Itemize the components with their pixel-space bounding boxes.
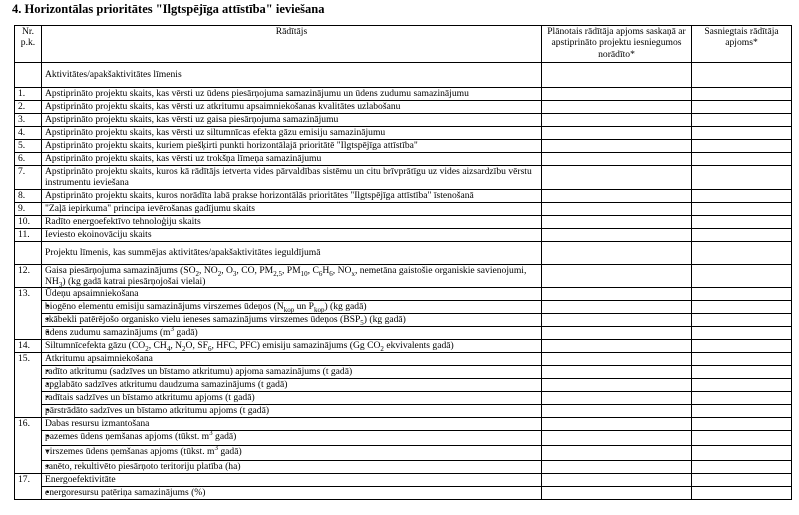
row-text: Apstiprināto projektu skaits, kuriem piešķirti punkti horizontālajā prioritātē "Ilgtspējīga attīstība" xyxy=(42,140,542,153)
row-nr: 8. xyxy=(15,189,42,202)
row-14-text: Siltumnīcefekta gāzu ($CO_2$, $CH_4$, $N_2O$, $SF_6$, HFC, PFC) emisiju samazinājums (Gg $CO_2$ ekvivalents gadā) xyxy=(42,340,542,353)
table-row xyxy=(15,215,792,228)
row-text: Radīto energoefektīvo tehnoloģiju skaits xyxy=(42,215,542,228)
activity-rows xyxy=(15,88,792,242)
row-text: Apstiprināto projektu skaits, kas vērsti uz trokšņa līmeņa samazinājumu xyxy=(42,153,542,166)
row-planned-value xyxy=(542,228,692,241)
row-text: Apstiprināto projektu skaits, kas vērsti uz siltumnīcas efekta gāzu emisiju samazinājumu xyxy=(42,127,542,140)
header-planotais: Plānotais rādītāja apjoms saskaņā ar apstiprināto projektu iesniegumos norādīto* xyxy=(542,26,692,63)
row-achieved-value xyxy=(692,189,792,202)
table-row: 15. Atkritumu apsaimniekošana xyxy=(15,353,792,366)
row-text: Apstiprināto projektu skaits, kas vērsti uz atkritumu apsaimniekošanas kvalitātes uzlabošanu xyxy=(42,101,542,114)
table-row xyxy=(15,140,792,153)
row-nr: 6. xyxy=(15,153,42,166)
row-planned-value xyxy=(542,140,692,153)
table-row xyxy=(15,461,792,474)
row-achieved-value xyxy=(692,202,792,215)
row-text: Apstiprināto projektu skaits, kuros kā rādītājs ietverta vides pārvaldības sistēmu un citu brīvprātīgu uz vides aizsardzību vērstu instrumentu ieviešana xyxy=(42,166,542,190)
section-row xyxy=(15,63,792,88)
row-15-bullet-1: • radīto atkritumu (sadzīves un bīstamo atkritumu) apjoma samazinājums (t gadā) xyxy=(42,366,542,379)
row-achieved-value xyxy=(692,153,792,166)
table-row xyxy=(15,405,792,418)
table-row: 14. Siltumnīcefekta gāzu ($CO_2$, $CH_4$, $N_2O$, $SF_6$, HFC, PFC) emisiju samazinājums (Gg $CO_2$ ekvivalents gadā) xyxy=(15,340,792,353)
row-planned-value xyxy=(542,153,692,166)
row-planned-value xyxy=(542,215,692,228)
row-planned-value xyxy=(542,101,692,114)
row-text: Apstiprināto projektu skaits, kas vērsti uz gaisa piesārņojuma samazinājumu xyxy=(42,114,542,127)
header-raditajs: Rādītājs xyxy=(42,26,542,63)
table-row: 16. Dabas resursu izmantošana xyxy=(15,418,792,431)
table-row xyxy=(15,446,792,461)
row-16-head: Dabas resursu izmantošana xyxy=(42,418,542,431)
row-nr: 10. xyxy=(15,215,42,228)
row-achieved-value xyxy=(692,114,792,127)
table-row: 17. Energoefektivitāte xyxy=(15,474,792,487)
table-row xyxy=(15,114,792,127)
section-row xyxy=(15,241,792,264)
header-sasniegtais: Sasniegtais rādītāja apjoms* xyxy=(692,26,792,63)
indicator-table xyxy=(14,25,792,500)
row-achieved-value xyxy=(692,88,792,101)
row-achieved-value xyxy=(692,140,792,153)
row-15-bullet-3: • radītais sadzīves un bīstamo atkritumu apjoms (t gadā) xyxy=(42,392,542,405)
row-achieved-value xyxy=(692,166,792,190)
row-17-head: Energoefektivitāte xyxy=(42,474,542,487)
row-text: Apstiprināto projektu skaits, kas vērsti uz ūdens piesārņojuma samazinājumu un ūdens zudumu samazinājumu xyxy=(42,88,542,101)
header-nr: Nr. p.k. xyxy=(15,26,42,63)
table-row xyxy=(15,127,792,140)
table-row xyxy=(15,202,792,215)
row-nr: 2. xyxy=(15,101,42,114)
row-nr: 3. xyxy=(15,114,42,127)
row-nr: 1. xyxy=(15,88,42,101)
row-planned-value xyxy=(542,166,692,190)
table-row xyxy=(15,379,792,392)
row-planned-value xyxy=(542,114,692,127)
row-achieved-value xyxy=(692,101,792,114)
table-row xyxy=(15,166,792,190)
table-row xyxy=(15,431,792,446)
row-nr: 11. xyxy=(15,228,42,241)
row-achieved-value xyxy=(692,228,792,241)
row-achieved-value xyxy=(692,215,792,228)
table-row: 13. Ūdeņu apsaimniekošana xyxy=(15,288,792,301)
row-12-text: Gaisa piesārņojuma samazinājums ($SO_2$, $NO_2$, $O_3$, CO, $PM_{2,5}$, $PM_{10}$, $C_6H_6$, $NO_x$, nemetāna gaistošie organiskie savienojumi, $NH_3$) (kg gadā katrai piesārņojošai vielai) xyxy=(42,264,542,288)
table-row xyxy=(15,88,792,101)
table-row xyxy=(15,101,792,114)
row-15-bullet-4: • pārstrādāto sadzīves un bīstamo atkritumu apjoms (t gadā) xyxy=(42,405,542,418)
row-13-bullet-3: • ūdens zudumu samazinājums ($m^3$ gadā) xyxy=(42,327,542,340)
row-16-bullet-3: • sanēto, rekultivēto piesārņoto teritoriju platība (ha) xyxy=(42,461,542,474)
row-nr: 5. xyxy=(15,140,42,153)
row-planned-value xyxy=(542,127,692,140)
table-row xyxy=(15,366,792,379)
row-planned-value xyxy=(542,202,692,215)
row-15-head: Atkritumu apsaimniekošana xyxy=(42,353,542,366)
table-row xyxy=(15,487,792,500)
table-row xyxy=(15,314,792,327)
table-row xyxy=(15,301,792,314)
table-header xyxy=(15,26,792,63)
table-row xyxy=(15,228,792,241)
row-text: Ieviesto ekoinovāciju skaits xyxy=(42,228,542,241)
table-row xyxy=(15,153,792,166)
table-row: 12. Gaisa piesārņojuma samazinājums ($SO_2$, $NO_2$, $O_3$, CO, $PM_{2,5}$, $PM_{10}$, $C_6H_6$, $NO_x$, nemetāna gaistošie organiskie savienojumi, $NH_3$) (kg gadā katrai piesārņojošai vielai) xyxy=(15,264,792,288)
row-17-bullet-1: • energoresursu patēriņa samazinājums (%) xyxy=(42,487,542,500)
row-16-bullet-2: • virszemes ūdens ņemšanas apjoms (tūkst. $m^3$ gadā) xyxy=(42,446,542,461)
row-nr: 4. xyxy=(15,127,42,140)
row-achieved-value xyxy=(692,127,792,140)
section-activity: Aktivitātes/apakšaktivitātes līmenis xyxy=(42,63,542,88)
table-row xyxy=(15,189,792,202)
row-planned-value xyxy=(542,189,692,202)
row-13-bullet-1: • biogēno elementu emisiju samazinājums virszemes ūdeņos ($N_{kop}$ un $P_{kop}$) (kg gadā) xyxy=(42,301,542,314)
row-text: "Zaļā iepirkuma" principa ievērošanas gadījumu skaits xyxy=(42,202,542,215)
row-text: Apstiprināto projektu skaits, kuros norādīta labā prakse horizontālās prioritātes "Ilgtspējīga attīstība" īstenošanā xyxy=(42,189,542,202)
row-13-bullet-2: • skābekli patērējošo organisko vielu ieneses samazinājums virszemes ūdeņos $(BSP_5)$ (kg gadā) xyxy=(42,314,542,327)
table-row xyxy=(15,327,792,340)
row-13-head: Ūdeņu apsaimniekošana xyxy=(42,288,542,301)
table-row xyxy=(15,392,792,405)
row-nr: 9. xyxy=(15,202,42,215)
document-title: 4. Horizontālas prioritātes "Ilgtspējīga attīstība" ieviešana xyxy=(12,2,325,16)
section-project: Projektu līmenis, kas summējas aktivitātes/apakšaktivitātes ieguldījumā xyxy=(42,241,542,264)
row-nr: 7. xyxy=(15,166,42,190)
row-15-bullet-2: • apglabāto sadzīves atkritumu daudzuma samazinājums (t gadā) xyxy=(42,379,542,392)
row-16-bullet-1: • pazemes ūdens ņemšanas apjoms (tūkst. $m^3$ gadā) xyxy=(42,431,542,446)
row-planned-value xyxy=(542,88,692,101)
